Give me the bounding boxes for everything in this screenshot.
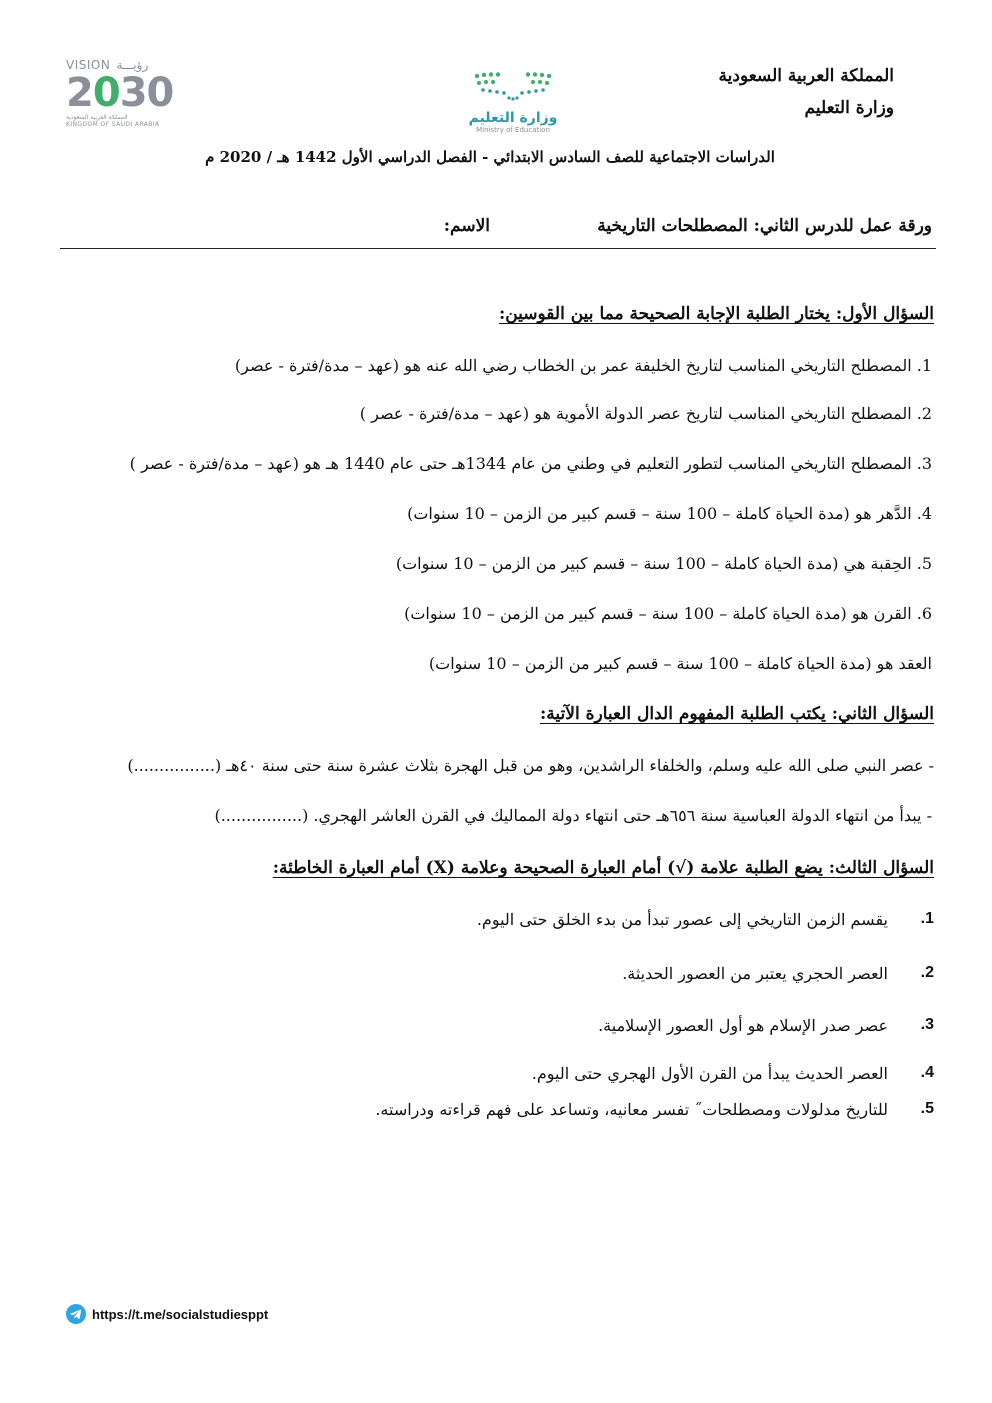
vision-year	[66, 72, 178, 114]
q3-item-4	[234, 1064, 934, 1094]
question-1-heading: السؤال الأول: يختار الطلبة الإجابة الصحيحة مما بين القوسين:	[498, 304, 934, 324]
moe-logo	[458, 70, 568, 134]
vision-arabic-word: رؤيـــة	[116, 58, 149, 72]
q3-item-number: .1	[920, 910, 934, 927]
vision-sub-english: KINGDOM OF SAUDI ARABIA	[66, 121, 160, 128]
q3-item-number: .4	[920, 1064, 934, 1081]
q3-item-number: .5	[920, 1100, 934, 1117]
q3-item-number: .3	[920, 1016, 934, 1033]
telegram-icon	[66, 1304, 86, 1324]
vision-2030-logo	[66, 58, 178, 136]
question-3-heading: السؤال الثالث: يضع الطلبة علامة (√) أمام العبارة الصحيحة وعلامة (X) أمام العبارة الخاطئة:	[272, 858, 934, 878]
course-subtitle: الدراسات الاجتماعية للصف السادس الابتدائي - الفصل الدراسي الأول 1442 هـ / 2020 م	[205, 148, 775, 166]
q3-item-5	[234, 1100, 934, 1130]
q2-item-1: - عصر النبي صلى الله عليه وسلم، والخلفاء الراشدين، وهو من قبل الهجرة بثلاث عشرة سنة حتى سنة ٤٠هـ (................)	[127, 756, 934, 775]
q3-item-1	[234, 910, 934, 940]
question-2-heading: السؤال الثاني: يكتب الطلبة المفهوم الدال العبارة الآتية:	[540, 704, 934, 724]
country-name: المملكة العربية السعودية	[718, 66, 894, 86]
vision-sub-arabic: المملكة العربية السعودية	[66, 114, 128, 121]
q3-item-text: يقسم الزمن التاريخي إلى عصور تبدأ من بدء الخلق حتى اليوم.	[476, 910, 888, 929]
moe-dots-icon	[465, 70, 561, 104]
moe-arabic-name: وزارة التعليم	[468, 110, 558, 126]
moe-english-name: Ministry of Education	[476, 126, 550, 134]
q3-item-text: عصر صدر الإسلام هو أول العصور الإسلامية.	[598, 1016, 888, 1035]
header-kingdom-block	[674, 60, 894, 124]
q3-item-number: .2	[920, 964, 934, 981]
vision-word: VISION	[66, 58, 111, 72]
q3-item-2	[234, 964, 934, 994]
q2-item-2: - يبدأ من انتهاء الدولة العباسية سنة ٦٥٦هـ حتى انتهاء دولة المماليك في القرن العاشر الهجري. (................)	[214, 806, 932, 825]
q3-item-text: العصر الحجري يعتبر من العصور الحديثة.	[622, 964, 888, 983]
q1-item-3: 3. المصطلح التاريخي المناسب لتطور التعليم في وطني من عام 1344هـ حتى عام 1440 هـ هو (عهد – مدة/فترة - عصر )	[129, 454, 932, 473]
q1-item-5: 5. الحِقبة هي (مدة الحياة كاملة – 100 سنة – قسم كبير من الزمن – 10 سنوات)	[395, 554, 932, 573]
q3-item-text: العصر الحديث يبدأ من القرن الأول الهجري حتى اليوم.	[531, 1064, 888, 1083]
q3-item-3	[234, 1016, 934, 1046]
student-name-label: الاسم:	[443, 216, 490, 236]
q1-item-1: 1. المصطلح التاريخي المناسب لتاريخ الخليفة عمر بن الخطاب رضي الله عنه هو (عهد – مدة/فترة - عصر)	[234, 356, 932, 375]
footer	[66, 1302, 268, 1326]
q1-item-4: 4. الدَّهر هو (مدة الحياة كاملة – 100 سنة – قسم كبير من الزمن – 10 سنوات)	[407, 504, 932, 523]
vision-year-0: 0	[92, 70, 120, 116]
telegram-channel-link[interactable]: https://t.me/socialstudiesppt	[92, 1306, 269, 1322]
q1-item-6: 6. القرن هو (مدة الحياة كاملة – 100 سنة – قسم كبير من الزمن – 10 سنوات)	[404, 604, 932, 623]
q1-item-2: 2. المصطلح التاريخي المناسب لتاريخ عصر الدولة الأموية هو (عهد – مدة/فترة - عصر )	[359, 404, 932, 423]
q3-item-text: للتاريخ مدلولات ومصطلحات˝ تفسر معانيه، وتساعد على فهم قراءته ودراسته.	[375, 1100, 888, 1119]
q1-item-7: العقد هو (مدة الحياة كاملة – 100 سنة – قسم كبير من الزمن – 10 سنوات)	[428, 654, 932, 673]
vision-year-2: 2	[66, 70, 93, 116]
worksheet-title: ورقة عمل للدرس الثاني: المصطلحات التاريخية	[597, 216, 932, 236]
ministry-name: وزارة التعليم	[804, 98, 894, 118]
vision-year-30: 30	[119, 70, 174, 116]
header-divider	[60, 248, 936, 249]
